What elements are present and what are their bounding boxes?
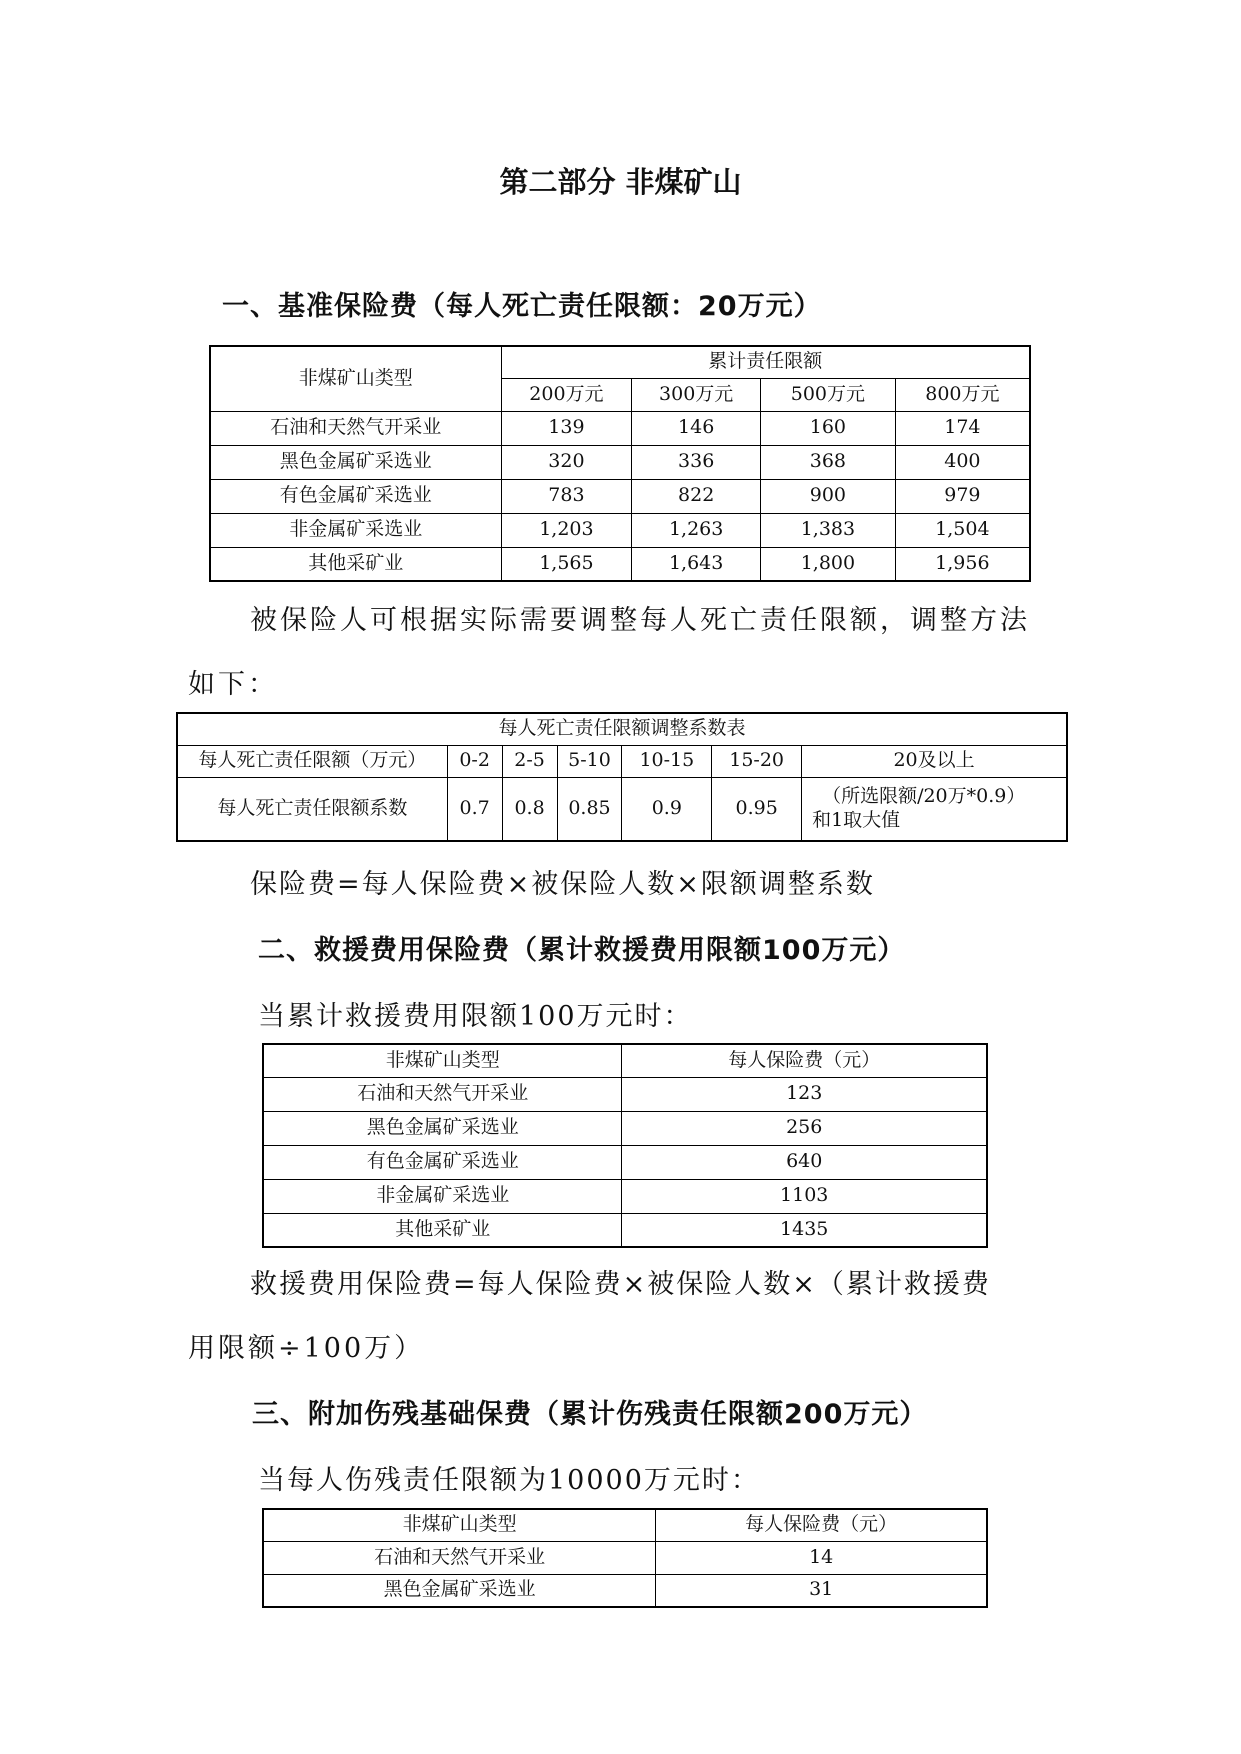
table-cell: 400 — [895, 445, 1030, 479]
column-header: 300万元 — [632, 378, 761, 411]
table-row — [210, 513, 1030, 547]
table-cell: 1,504 — [895, 513, 1030, 547]
table-row — [210, 445, 1030, 479]
header-cumulative-limit: 累计责任限额 — [501, 346, 1030, 378]
table-cell: 146 — [632, 411, 761, 445]
table-cell: 139 — [501, 411, 632, 445]
premium-formula: 保险费=每人保险费×被保险人数×限额调整系数 — [250, 869, 875, 900]
rescue-premium-table — [262, 1043, 988, 1248]
row-label: 非金属矿采选业 — [210, 513, 501, 547]
section3-heading: 三、附加伤残基础保费（累计伤残责任限额200万元） — [252, 1399, 928, 1430]
table-row — [263, 1574, 987, 1607]
row-label: 有色金属矿采选业 — [210, 479, 501, 513]
coefficient-cell: 0.8 — [502, 777, 557, 841]
table-cell: 1,383 — [761, 513, 896, 547]
column-header: 500万元 — [761, 378, 896, 411]
table-row — [210, 479, 1030, 513]
row-label: 石油和天然气开采业 — [263, 1541, 656, 1574]
table-cell: 822 — [632, 479, 761, 513]
table-row — [177, 777, 1067, 841]
table-row — [263, 1541, 987, 1574]
row-label: 其他采矿业 — [263, 1213, 622, 1247]
row-label: 有色金属矿采选业 — [263, 1145, 622, 1179]
range-cell: 15-20 — [712, 745, 802, 777]
coefficient-cell-max — [802, 777, 1067, 841]
header-mine-type: 非煤矿山类型 — [263, 1509, 656, 1541]
table-cell: 160 — [761, 411, 896, 445]
rescue-formula-line2: 用限额÷100万） — [188, 1333, 425, 1364]
table-cell: 1,565 — [501, 547, 632, 581]
disability-premium-table — [262, 1508, 988, 1608]
coefficient-cell: 0.85 — [557, 777, 622, 841]
section3-intro: 当每人伤残责任限额为10000万元时： — [258, 1465, 760, 1496]
table-cell: 979 — [895, 479, 1030, 513]
coefficient-max-line2: 和1取大值 — [812, 808, 901, 831]
table-cell: 174 — [895, 411, 1030, 445]
table-cell: 256 — [622, 1111, 987, 1145]
coefficient-table-title: 每人死亡责任限额调整系数表 — [177, 713, 1067, 745]
range-cell: 20及以上 — [802, 745, 1067, 777]
coefficient-table — [176, 712, 1068, 842]
coefficient-cell: 0.95 — [712, 777, 802, 841]
header-mine-type: 非煤矿山类型 — [263, 1044, 622, 1077]
range-cell: 2-5 — [502, 745, 557, 777]
table-cell: 14 — [656, 1541, 987, 1574]
row-label: 黑色金属矿采选业 — [210, 445, 501, 479]
table-cell: 1103 — [622, 1179, 987, 1213]
table-cell: 1,800 — [761, 547, 896, 581]
adjust-paragraph-line1: 被保险人可根据实际需要调整每人死亡责任限额，调整方法 — [250, 605, 1030, 636]
table-cell: 1,263 — [632, 513, 761, 547]
table-cell: 368 — [761, 445, 896, 479]
row-label: 黑色金属矿采选业 — [263, 1574, 656, 1607]
range-cell: 5-10 — [557, 745, 622, 777]
table-row — [210, 547, 1030, 581]
table-row — [263, 1111, 987, 1145]
row-label: 黑色金属矿采选业 — [263, 1111, 622, 1145]
base-premium-table — [209, 345, 1031, 582]
table-cell: 1,643 — [632, 547, 761, 581]
row-label: 每人死亡责任限额系数 — [177, 777, 447, 841]
table-cell: 1,203 — [501, 513, 632, 547]
section1-heading: 一、基准保险费（每人死亡责任限额：20万元） — [222, 291, 822, 322]
header-fee: 每人保险费（元） — [656, 1509, 987, 1541]
section2-intro: 当累计救援费用限额100万元时： — [258, 1001, 693, 1032]
row-label: 非金属矿采选业 — [263, 1179, 622, 1213]
table-cell: 783 — [501, 479, 632, 513]
coefficient-cell: 0.7 — [447, 777, 502, 841]
coefficient-max-line1: （所选限额/20万*0.9） — [822, 785, 1026, 807]
table-cell: 336 — [632, 445, 761, 479]
table-row — [263, 1077, 987, 1111]
table-row — [210, 411, 1030, 445]
table-cell: 31 — [656, 1574, 987, 1607]
page-title: 第二部分 非煤矿山 — [499, 165, 742, 199]
table-cell: 640 — [622, 1145, 987, 1179]
adjust-paragraph-line2: 如下： — [188, 669, 278, 700]
range-cell: 0-2 — [447, 745, 502, 777]
range-cell: 10-15 — [622, 745, 712, 777]
row-label: 每人死亡责任限额（万元） — [177, 745, 447, 777]
header-mine-type: 非煤矿山类型 — [210, 346, 501, 411]
table-cell: 1,956 — [895, 547, 1030, 581]
section2-heading: 二、救援费用保险费（累计救援费用限额100万元） — [258, 935, 906, 966]
coefficient-cell: 0.9 — [622, 777, 712, 841]
table-row — [177, 745, 1067, 777]
column-header: 800万元 — [895, 378, 1030, 411]
row-label: 石油和天然气开采业 — [210, 411, 501, 445]
table-row — [263, 1145, 987, 1179]
table-cell: 123 — [622, 1077, 987, 1111]
row-label: 其他采矿业 — [210, 547, 501, 581]
table-cell: 320 — [501, 445, 632, 479]
table-cell: 1435 — [622, 1213, 987, 1247]
table-row — [263, 1213, 987, 1247]
column-header: 200万元 — [501, 378, 632, 411]
rescue-formula-line1: 救援费用保险费=每人保险费×被保险人数×（累计救援费 — [250, 1269, 991, 1300]
row-label: 石油和天然气开采业 — [263, 1077, 622, 1111]
table-row — [263, 1179, 987, 1213]
table-cell: 900 — [761, 479, 896, 513]
header-fee: 每人保险费（元） — [622, 1044, 987, 1077]
